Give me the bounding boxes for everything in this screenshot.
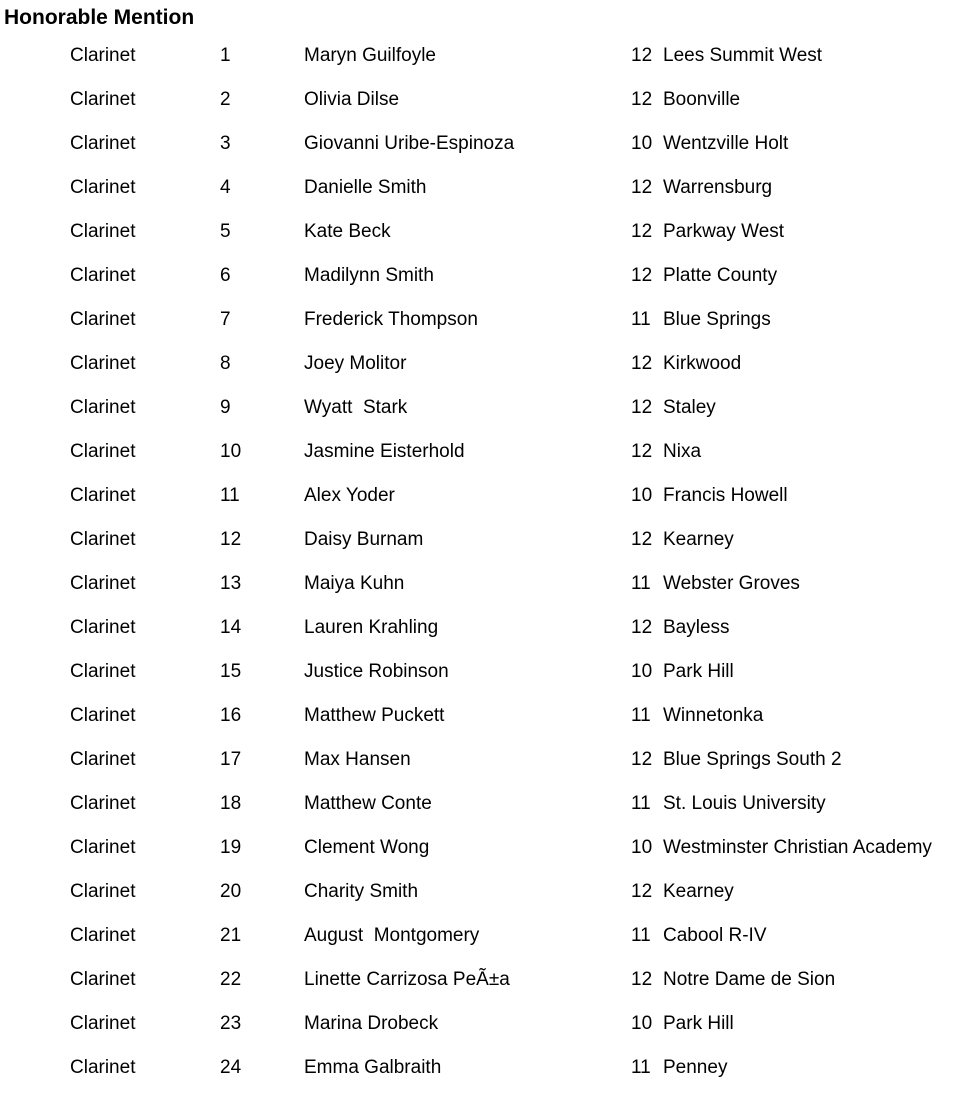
rank-cell: 21	[220, 925, 242, 946]
instrument-cell: Clarinet	[70, 397, 136, 418]
grade-cell: 10	[631, 1013, 653, 1034]
instrument-cell: Clarinet	[70, 265, 136, 286]
student-name-cell: Emma Galbraith	[304, 1057, 442, 1078]
rank-cell: 12	[220, 529, 242, 550]
student-name-cell: Maiya Kuhn	[304, 573, 405, 594]
grade-cell: 12	[631, 177, 653, 198]
school-cell: Boonville	[663, 89, 741, 110]
school-cell: Warrensburg	[663, 177, 773, 198]
student-name-cell: August Montgomery	[304, 925, 480, 946]
rank-cell: 23	[220, 1013, 242, 1034]
instrument-cell: Clarinet	[70, 573, 136, 594]
student-name-cell: Jasmine Eisterhold	[304, 441, 465, 462]
instrument-cell: Clarinet	[70, 1013, 136, 1034]
rank-cell: 14	[220, 617, 242, 638]
rank-cell: 5	[220, 221, 231, 242]
instrument-cell: Clarinet	[70, 221, 136, 242]
grade-cell: 12	[631, 969, 653, 990]
instrument-cell: Clarinet	[70, 45, 136, 66]
school-cell: Westminster Christian Academy	[663, 837, 932, 858]
student-name-cell: Matthew Conte	[304, 793, 432, 814]
result-row	[0, 307, 968, 351]
school-cell: Winnetonka	[663, 705, 764, 726]
rank-cell: 15	[220, 661, 242, 682]
results-list	[0, 43, 968, 1099]
student-name-cell: Kate Beck	[304, 221, 391, 242]
student-name-cell: Olivia Dilse	[304, 89, 400, 110]
grade-cell: 12	[631, 45, 653, 66]
student-name-cell: Alex Yoder	[304, 485, 395, 506]
instrument-cell: Clarinet	[70, 793, 136, 814]
school-cell: Kearney	[663, 529, 734, 550]
result-row	[0, 395, 968, 439]
student-name-cell: Frederick Thompson	[304, 309, 478, 330]
grade-cell: 11	[631, 573, 651, 594]
student-name-cell: Madilynn Smith	[304, 265, 434, 286]
school-cell: Kearney	[663, 881, 734, 902]
student-name-cell: Clement Wong	[304, 837, 430, 858]
rank-cell: 9	[220, 397, 231, 418]
rank-cell: 10	[220, 441, 242, 462]
rank-cell: 7	[220, 309, 231, 330]
result-row	[0, 483, 968, 527]
student-name-cell: Matthew Puckett	[304, 705, 445, 726]
grade-cell: 12	[631, 89, 653, 110]
rank-cell: 1	[220, 45, 231, 66]
instrument-cell: Clarinet	[70, 705, 136, 726]
student-name-cell: Max Hansen	[304, 749, 411, 770]
rank-cell: 20	[220, 881, 242, 902]
school-cell: Park Hill	[663, 1013, 734, 1034]
instrument-cell: Clarinet	[70, 1057, 136, 1078]
student-name-cell: Charity Smith	[304, 881, 419, 902]
result-row	[0, 967, 968, 1011]
school-cell: Parkway West	[663, 221, 785, 242]
student-name-cell: Joey Molitor	[304, 353, 407, 374]
student-name-cell: Wyatt Stark	[304, 397, 408, 418]
rank-cell: 8	[220, 353, 231, 374]
instrument-cell: Clarinet	[70, 969, 136, 990]
school-cell: Platte County	[663, 265, 778, 286]
result-row	[0, 87, 968, 131]
result-row	[0, 835, 968, 879]
grade-cell: 12	[631, 617, 653, 638]
grade-cell: 12	[631, 881, 653, 902]
grade-cell: 12	[631, 529, 653, 550]
result-row	[0, 615, 968, 659]
instrument-cell: Clarinet	[70, 925, 136, 946]
student-name-cell: Marina Drobeck	[304, 1013, 439, 1034]
grade-cell: 11	[631, 793, 651, 814]
grade-cell: 12	[631, 397, 653, 418]
grade-cell: 10	[631, 661, 653, 682]
grade-cell: 10	[631, 485, 653, 506]
instrument-cell: Clarinet	[70, 529, 136, 550]
grade-cell: 10	[631, 133, 653, 154]
school-cell: Notre Dame de Sion	[663, 969, 836, 990]
rank-cell: 2	[220, 89, 231, 110]
result-row	[0, 351, 968, 395]
grade-cell: 12	[631, 265, 653, 286]
grade-cell: 10	[631, 837, 653, 858]
school-cell: Lees Summit West	[663, 45, 823, 66]
instrument-cell: Clarinet	[70, 133, 136, 154]
school-cell: Blue Springs	[663, 309, 771, 330]
school-cell: Cabool R-IV	[663, 925, 767, 946]
rank-cell: 17	[220, 749, 242, 770]
result-row	[0, 175, 968, 219]
result-row	[0, 131, 968, 175]
instrument-cell: Clarinet	[70, 353, 136, 374]
student-name-cell: Justice Robinson	[304, 661, 449, 682]
result-row	[0, 1011, 968, 1055]
rank-cell: 24	[220, 1057, 242, 1078]
rank-cell: 13	[220, 573, 242, 594]
grade-cell: 12	[631, 221, 653, 242]
student-name-cell: Linette Carrizosa PeÃ±a	[304, 969, 510, 990]
school-cell: Staley	[663, 397, 716, 418]
instrument-cell: Clarinet	[70, 177, 136, 198]
result-row	[0, 1055, 968, 1099]
result-row	[0, 263, 968, 307]
result-row	[0, 923, 968, 967]
school-cell: Francis Howell	[663, 485, 788, 506]
school-cell: Kirkwood	[663, 353, 742, 374]
instrument-cell: Clarinet	[70, 837, 136, 858]
result-row	[0, 571, 968, 615]
school-cell: Wentzville Holt	[663, 133, 789, 154]
school-cell: Penney	[663, 1057, 728, 1078]
instrument-cell: Clarinet	[70, 309, 136, 330]
grade-cell: 11	[631, 309, 651, 330]
instrument-cell: Clarinet	[70, 881, 136, 902]
rank-cell: 6	[220, 265, 231, 286]
result-row	[0, 439, 968, 483]
school-cell: Nixa	[663, 441, 702, 462]
rank-cell: 16	[220, 705, 242, 726]
rank-cell: 22	[220, 969, 242, 990]
grade-cell: 11	[631, 705, 651, 726]
student-name-cell: Danielle Smith	[304, 177, 427, 198]
section-heading: Honorable Mention	[4, 6, 195, 29]
instrument-cell: Clarinet	[70, 617, 136, 638]
school-cell: Blue Springs South 2	[663, 749, 842, 770]
school-cell: Bayless	[663, 617, 730, 638]
result-row	[0, 219, 968, 263]
school-cell: Park Hill	[663, 661, 734, 682]
rank-cell: 18	[220, 793, 242, 814]
rank-cell: 4	[220, 177, 231, 198]
result-row	[0, 879, 968, 923]
rank-cell: 19	[220, 837, 242, 858]
result-row	[0, 791, 968, 835]
student-name-cell: Maryn Guilfoyle	[304, 45, 436, 66]
result-row	[0, 527, 968, 571]
instrument-cell: Clarinet	[70, 749, 136, 770]
result-row	[0, 43, 968, 87]
result-row	[0, 703, 968, 747]
grade-cell: 12	[631, 441, 653, 462]
student-name-cell: Lauren Krahling	[304, 617, 439, 638]
rank-cell: 11	[220, 485, 240, 506]
result-row	[0, 659, 968, 703]
instrument-cell: Clarinet	[70, 89, 136, 110]
school-cell: St. Louis University	[663, 793, 826, 814]
instrument-cell: Clarinet	[70, 661, 136, 682]
instrument-cell: Clarinet	[70, 485, 136, 506]
grade-cell: 12	[631, 749, 653, 770]
grade-cell: 11	[631, 1057, 651, 1078]
rank-cell: 3	[220, 133, 231, 154]
student-name-cell: Giovanni Uribe-Espinoza	[304, 133, 515, 154]
instrument-cell: Clarinet	[70, 441, 136, 462]
student-name-cell: Daisy Burnam	[304, 529, 424, 550]
result-row	[0, 747, 968, 791]
grade-cell: 12	[631, 353, 653, 374]
grade-cell: 11	[631, 925, 651, 946]
school-cell: Webster Groves	[663, 573, 800, 594]
